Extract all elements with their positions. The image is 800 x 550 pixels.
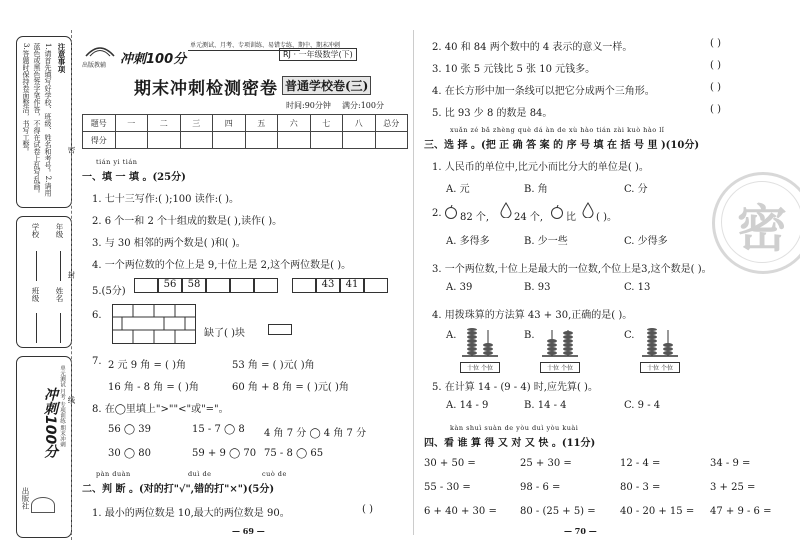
cut-line	[71, 30, 72, 540]
choice-option[interactable]: A.	[446, 330, 457, 341]
number-cell[interactable]	[364, 278, 388, 293]
calc-item: 40 - 20 + 15 =	[620, 506, 695, 517]
apple-icon	[444, 204, 458, 218]
score-cell: 四	[213, 115, 246, 132]
number-cell[interactable]	[230, 278, 254, 293]
number-cell: 41	[340, 278, 364, 293]
section2-pinyin-a: pàn duàn	[96, 470, 131, 478]
score-cell: 六	[278, 115, 311, 132]
notice-box	[16, 36, 72, 208]
school-label: 学校	[31, 223, 40, 238]
choice-option[interactable]: C. 9 - 4	[624, 400, 661, 411]
name-line	[60, 313, 61, 343]
score-cell: 七	[310, 115, 343, 132]
compare-item: 4 角 7 分 ◯ 4 角 7 分	[264, 428, 367, 439]
grade-line	[60, 251, 61, 281]
header-publisher: 出版教辅	[82, 62, 107, 69]
drop-icon	[500, 202, 512, 218]
section4-pinyin: kàn shuì suàn de yòu duì yòu kuài	[450, 424, 579, 432]
abacus-a	[460, 328, 500, 370]
number-cell: 58	[182, 278, 206, 293]
number-cell: 43	[316, 278, 340, 293]
judge-4: 4. 在长方形中加一条线可以把它分成两个三角形。	[432, 86, 655, 97]
secret-stamp	[712, 172, 800, 274]
choice-2-compare: 比	[566, 212, 576, 223]
score-input[interactable]	[343, 132, 376, 149]
class-line	[36, 313, 37, 343]
judge-2: 2. 40 和 84 两个数中的 4 表示的意义一样。	[432, 42, 633, 53]
info-box	[16, 216, 72, 348]
judge-4-answer[interactable]: ( )	[710, 82, 721, 93]
binding-strip	[8, 36, 76, 541]
section1-title: 一、填 一 填 。(25分)	[82, 172, 186, 183]
score-table-header-row	[83, 115, 408, 132]
choice-5: 5. 在计算 14 - (9 - 4) 时,应先算( )。	[432, 382, 598, 393]
score-input[interactable]	[278, 132, 311, 149]
judge-5: 5. 比 93 少 8 的数是 84。	[432, 108, 553, 119]
question-6-text: 缺了( )块	[204, 328, 245, 339]
brand-box	[16, 356, 72, 538]
score-input[interactable]	[310, 132, 343, 149]
judge-3-answer[interactable]: ( )	[710, 60, 721, 71]
score-input[interactable]	[213, 132, 246, 149]
stamp-text: 密	[737, 199, 787, 258]
brick-wall	[112, 304, 196, 344]
school-line	[36, 251, 37, 281]
strip-publisher: 出版社	[21, 487, 30, 510]
question-6-label: 6.	[92, 310, 102, 321]
apple-icon	[550, 204, 564, 218]
choice-option[interactable]: C. 少得多	[624, 236, 668, 247]
score-input[interactable]	[180, 132, 213, 149]
calc-item: 47 + 9 - 6 =	[710, 506, 772, 517]
score-cell: 二	[148, 115, 181, 132]
calc-item: 3 + 25 =	[710, 482, 756, 493]
calc-item: 55 - 30 =	[424, 482, 471, 493]
question-7-b: 53 角 = ( )元( )角	[232, 360, 315, 371]
choice-option[interactable]: B. 少一些	[524, 236, 568, 247]
judge-1-answer[interactable]: ( )	[362, 504, 373, 515]
question-1: 1. 七十三写作:( );100 读作:( )。	[92, 194, 240, 205]
question-3: 3. 与 30 相邻的两个数是( )和( )。	[92, 238, 246, 249]
grade-label: 年级	[55, 223, 64, 238]
calc-item: 12 - 4 =	[620, 458, 661, 469]
choice-2-answer[interactable]: ( )。	[596, 212, 617, 223]
abacus-b	[540, 328, 580, 370]
score-cell: 得分	[83, 132, 116, 149]
number-strip	[134, 278, 388, 293]
question-7-d: 60 角 + 8 角 = ( )元( )角	[232, 382, 349, 393]
exam-score: 满分:100分	[342, 101, 384, 110]
number-cell[interactable]	[292, 278, 316, 293]
score-cell: 八	[343, 115, 376, 132]
page-divider	[413, 30, 414, 535]
header-brand: 冲刺100分	[120, 52, 187, 67]
compare-item: 75 - 8 ◯ 65	[264, 448, 324, 459]
section3-pinyin: xuǎn zé bǎ zhèng què dá àn de xù hào tián zài kuò hào lǐ	[450, 126, 665, 134]
abacus-label: 十位 个位	[540, 362, 580, 373]
seal-mark-2: 封	[67, 271, 76, 279]
book-logo-icon	[31, 497, 55, 513]
section4-title: 四、看 谁 算 得 又 对 又 快 。(11分)	[424, 438, 596, 449]
choice-option[interactable]: A. 14 - 9	[446, 400, 489, 411]
score-cell: 五	[245, 115, 278, 132]
score-table	[82, 114, 408, 149]
exam-subtitle: 普通学校卷(三)	[282, 76, 371, 95]
drop-icon	[582, 202, 594, 218]
number-cell[interactable]	[206, 278, 230, 293]
choice-2-count-b: 24 个,	[514, 212, 544, 223]
calc-item: 80 - 3 =	[620, 482, 661, 493]
choice-option[interactable]: C.	[624, 330, 635, 341]
choice-option[interactable]: B. 14 - 4	[524, 400, 567, 411]
calc-item: 80 - (25 + 5) =	[520, 506, 596, 517]
score-cell: 三	[180, 115, 213, 132]
choice-option[interactable]: C. 分	[624, 184, 648, 195]
score-cell: 题号	[83, 115, 116, 132]
page-number-right: — 70 —	[564, 526, 597, 536]
seal-mark-3: 线	[67, 396, 76, 404]
strip-series: 单元测试 月考 专项训练 期末冲刺	[59, 365, 65, 448]
calc-item: 98 - 6 =	[520, 482, 561, 493]
abacus-label: 十位 个位	[460, 362, 500, 373]
question-7-c: 16 角 - 8 角 = ( )角	[108, 382, 199, 393]
question-4: 4. 一个两位数的个位上是 9,十位上是 2,这个两位数是( )。	[92, 260, 352, 271]
calc-item: 30 + 50 =	[424, 458, 476, 469]
notice-title: 注意事项	[57, 43, 66, 73]
compare-item: 56 ◯ 39	[108, 424, 151, 435]
question-7-a: 2 元 9 角 = ( )角	[108, 360, 186, 371]
section1-pinyin: tián yi tián	[96, 158, 138, 166]
notice-body: 1.请首先填写好学校、班级、姓名和考号。2.请用蓝色或黑色签字笔作答，不得在试卷上乱写乱画。3.答题时保持卷面整洁，书写工整。	[22, 43, 52, 197]
score-input[interactable]	[115, 132, 148, 149]
seal-mark: 密	[67, 146, 76, 154]
section3-title: 三、选 择 。(把 正 确 答 案 的 序 号 填 在 括 号 里 )(10分)	[424, 140, 700, 151]
header-tags: 单元测试、月考、专项训练、易错专练、期中、期末冲刺	[190, 42, 341, 49]
question-8: 8. 在◯里填上">""<"或"="。	[92, 404, 229, 415]
section2-pinyin-b: duì de	[188, 470, 212, 478]
abacus-c	[640, 328, 680, 370]
missing-brick-shape	[268, 324, 292, 335]
choice-3: 3. 一个两位数,十位上是最大的一位数,个位上是3,这个数是( )。	[432, 264, 712, 275]
name-label: 姓名	[55, 287, 64, 302]
compare-item: 59 + 9 ◯ 70	[192, 448, 257, 459]
calc-item: 6 + 40 + 30 =	[424, 506, 497, 517]
question-5-label: 5.(5分)	[92, 286, 126, 297]
choice-option[interactable]: B.	[524, 330, 535, 341]
number-cell[interactable]	[254, 278, 278, 293]
choice-2-count-a: 82 个,	[460, 212, 490, 223]
strip-brand: 冲刺100分	[42, 387, 58, 459]
exam-title: 期末冲刺检测密卷	[134, 79, 278, 99]
section2-title: 二、判 断 。(对的打"√",错的打"×")(5分)	[82, 484, 275, 495]
choice-2-num: 2.	[432, 208, 442, 219]
score-cell: 总分	[375, 115, 408, 132]
class-label: 班级	[31, 287, 40, 302]
book-logo-icon	[82, 38, 118, 60]
calc-item: 25 + 30 =	[520, 458, 572, 469]
section2-pinyin-c: cuò de	[262, 470, 287, 478]
abacus-label: 十位 个位	[640, 362, 680, 373]
number-cell[interactable]	[134, 278, 158, 293]
score-input[interactable]	[148, 132, 181, 149]
judge-1: 1. 最小的两位数是 10,最大的两位数是 90。	[92, 508, 290, 519]
choice-option[interactable]: A. 多得多	[446, 236, 490, 247]
judge-3: 3. 10 张 5 元钱比 5 张 10 元钱多。	[432, 64, 596, 75]
judge-2-answer[interactable]: ( )	[710, 38, 721, 49]
page-number-left: — 69 —	[232, 526, 265, 536]
score-input[interactable]	[375, 132, 408, 149]
choice-option[interactable]: C. 13	[624, 282, 651, 293]
compare-item: 15 - 7 ◯ 8	[192, 424, 245, 435]
score-table-score-row	[83, 132, 408, 149]
choice-option[interactable]: A. 39	[446, 282, 473, 293]
question-7-label: 7.	[92, 356, 102, 367]
choice-option[interactable]: B. 角	[524, 184, 548, 195]
question-2: 2. 6 个一和 2 个十组成的数是( ),读作( )。	[92, 216, 283, 227]
compare-item: 30 ◯ 80	[108, 448, 151, 459]
choice-1: 1. 人民币的单位中,比元小而比分大的单位是( )。	[432, 162, 649, 173]
choice-4: 4. 用拨珠算的方法算 43 + 30,正确的是( )。	[432, 310, 633, 321]
number-cell: 56	[158, 278, 182, 293]
edition-badge: RJ · 一年级数学(下)	[279, 48, 357, 61]
score-cell: 一	[115, 115, 148, 132]
judge-5-answer[interactable]: ( )	[710, 104, 721, 115]
choice-option[interactable]: B. 93	[524, 282, 551, 293]
calc-item: 34 - 9 =	[710, 458, 751, 469]
choice-option[interactable]: A. 元	[446, 184, 470, 195]
exam-time: 时间:90分钟	[286, 101, 331, 110]
score-input[interactable]	[245, 132, 278, 149]
